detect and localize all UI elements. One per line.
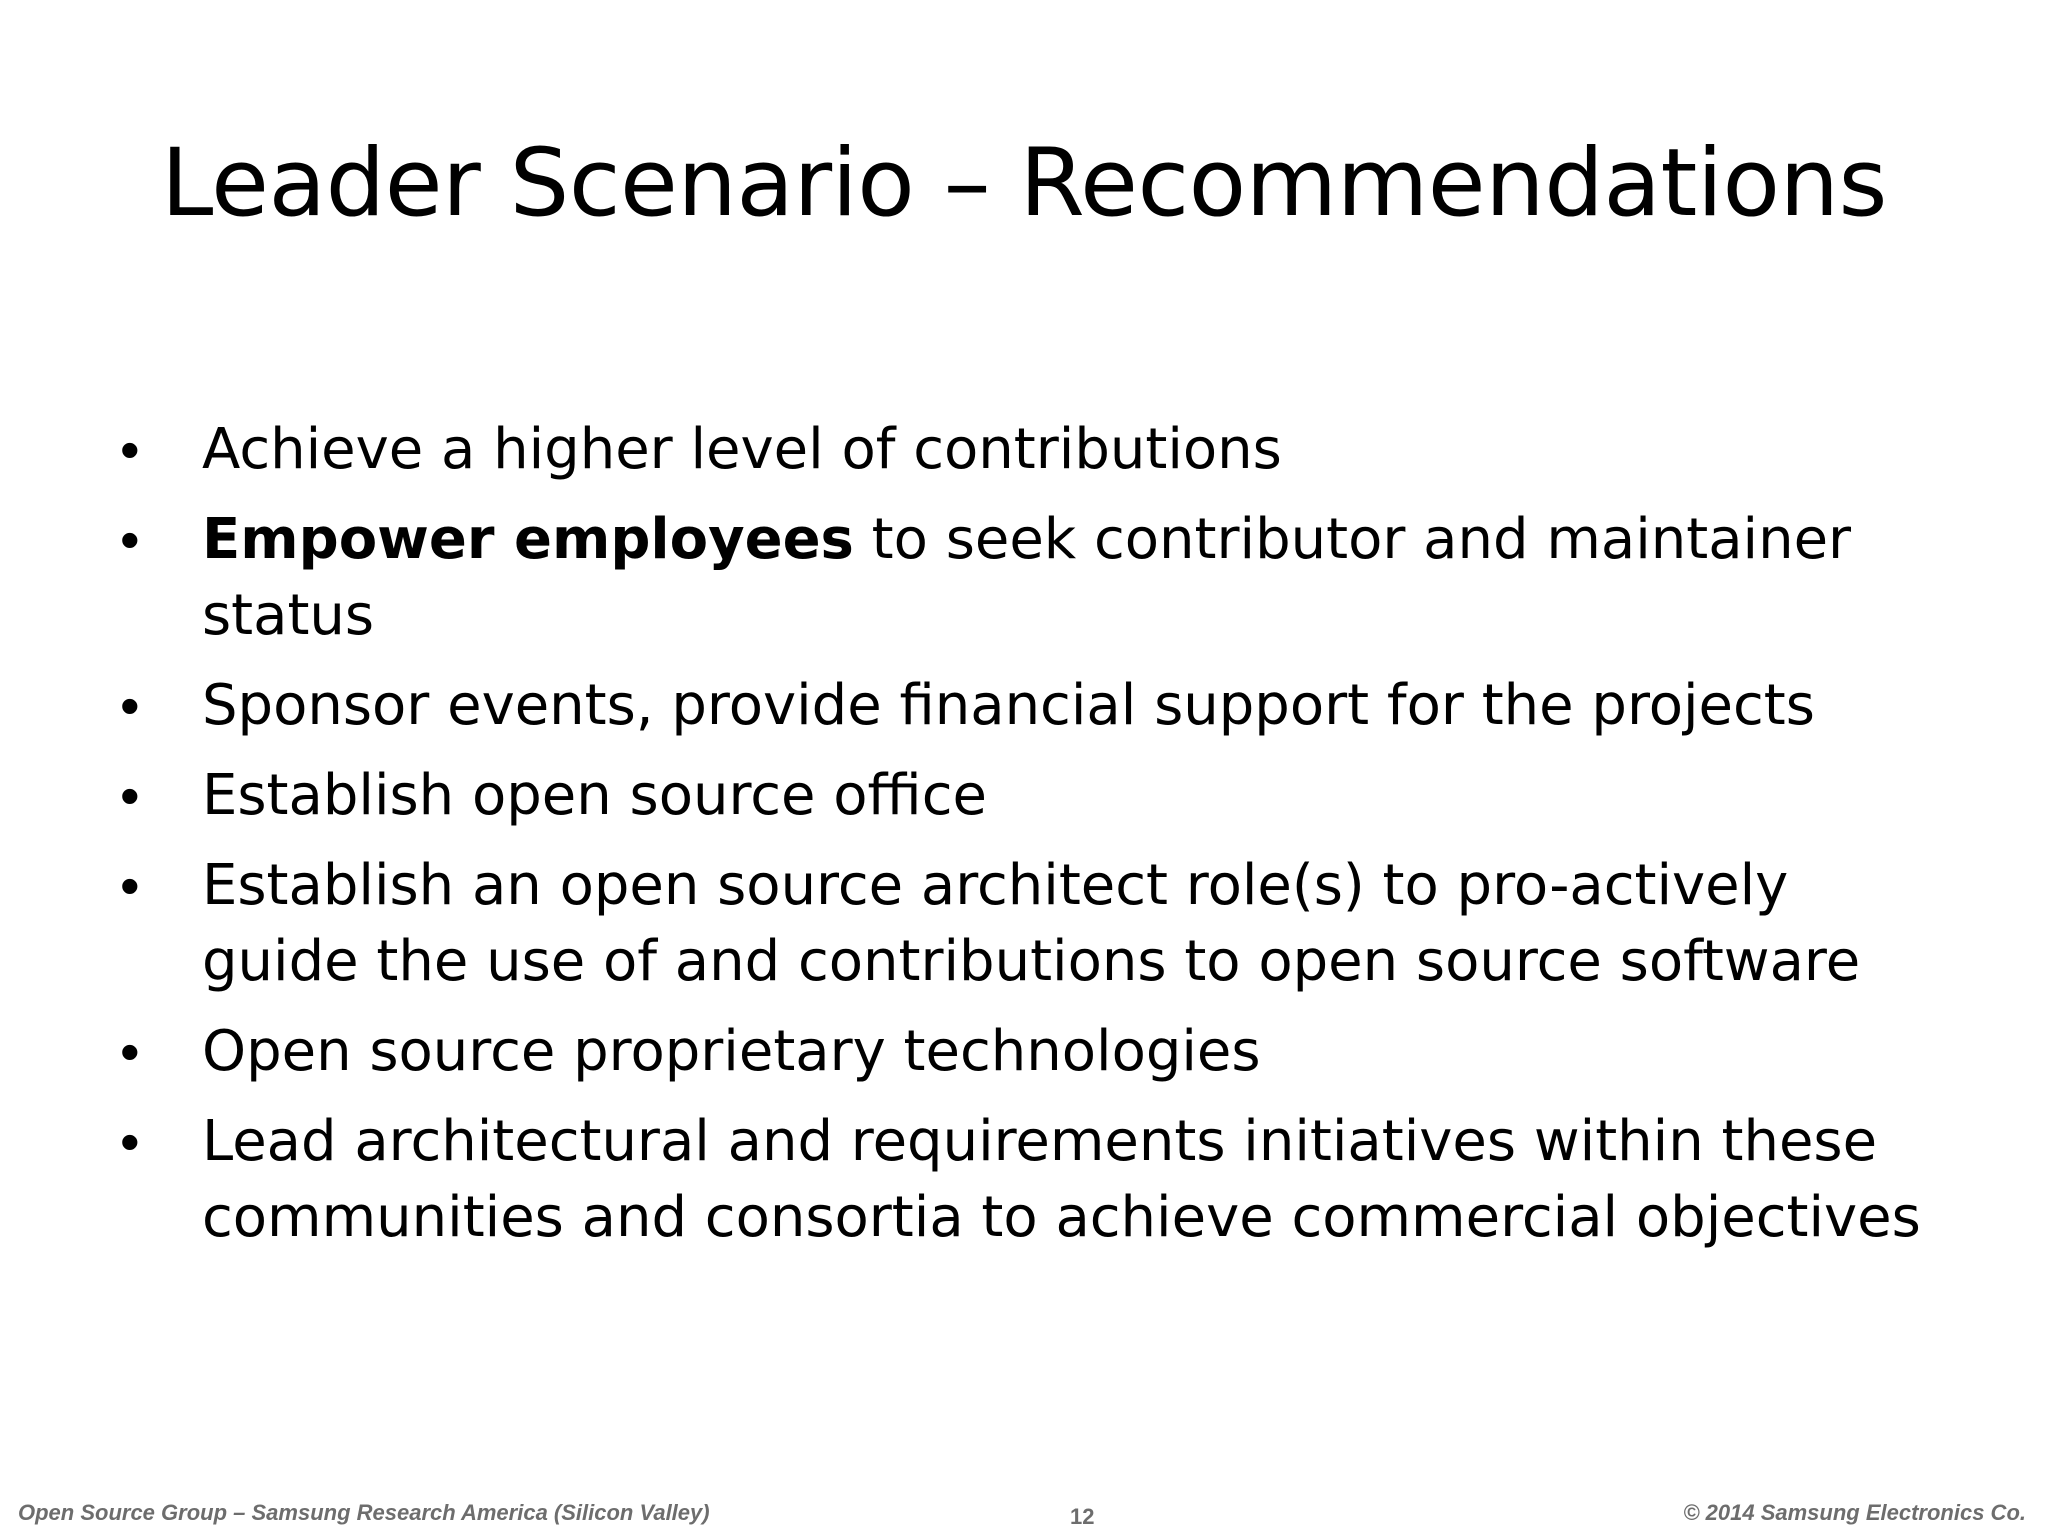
- bullet-item: [120, 1014, 1950, 1090]
- bullet-text: [202, 673, 1815, 738]
- page-number: 12: [1070, 1504, 1095, 1529]
- bullet-text: [202, 763, 987, 828]
- slide-title: Leader Scenario – Recommendations: [160, 129, 1888, 238]
- bullet-item: [120, 1104, 1950, 1256]
- bullet-item: [120, 758, 1950, 834]
- bullet-body-text: to seek contributor and maintainer status: [202, 507, 1852, 648]
- footer-organization: Open Source Group – Samsung Research America (Silicon Valley): [18, 1500, 710, 1525]
- bullet-bold-text: Empower employees: [202, 507, 854, 572]
- bullet-text: [202, 1019, 1261, 1084]
- bullet-marker: •: [120, 1110, 140, 1173]
- bullet-marker: •: [120, 854, 140, 917]
- bullet-marker: •: [120, 418, 140, 481]
- bullet-marker: •: [120, 764, 140, 827]
- bullet-body-text: Achieve a higher level of contributions: [202, 417, 1282, 482]
- bullet-body-text: Sponsor events, provide financial support for the projects: [202, 673, 1815, 738]
- bullet-marker: •: [120, 1020, 140, 1083]
- bullet-marker: •: [120, 508, 140, 571]
- bullet-list: [120, 412, 1950, 1270]
- bullet-body-text: Establish an open source architect role(s) to pro-actively guide the use of and contributions to open source software: [202, 853, 1861, 994]
- bullet-item: [120, 848, 1950, 1000]
- footer-copyright: © 2014 Samsung Electronics Co.: [1683, 1500, 2026, 1525]
- bullet-text: [202, 853, 1860, 994]
- bullet-text: [202, 417, 1282, 482]
- bullet-marker: •: [120, 674, 140, 737]
- bullet-item: [120, 412, 1950, 488]
- bullet-item: [120, 668, 1950, 744]
- bullet-body-text: Establish open source office: [202, 763, 987, 828]
- bullet-text: [202, 1109, 1921, 1250]
- bullet-body-text: Lead architectural and requirements initiatives within these communities and consortia to achieve commercial objectives: [202, 1109, 1921, 1250]
- bullet-text: [202, 507, 1851, 648]
- bullet-body-text: Open source proprietary technologies: [202, 1019, 1261, 1084]
- bullet-item: [120, 502, 1950, 654]
